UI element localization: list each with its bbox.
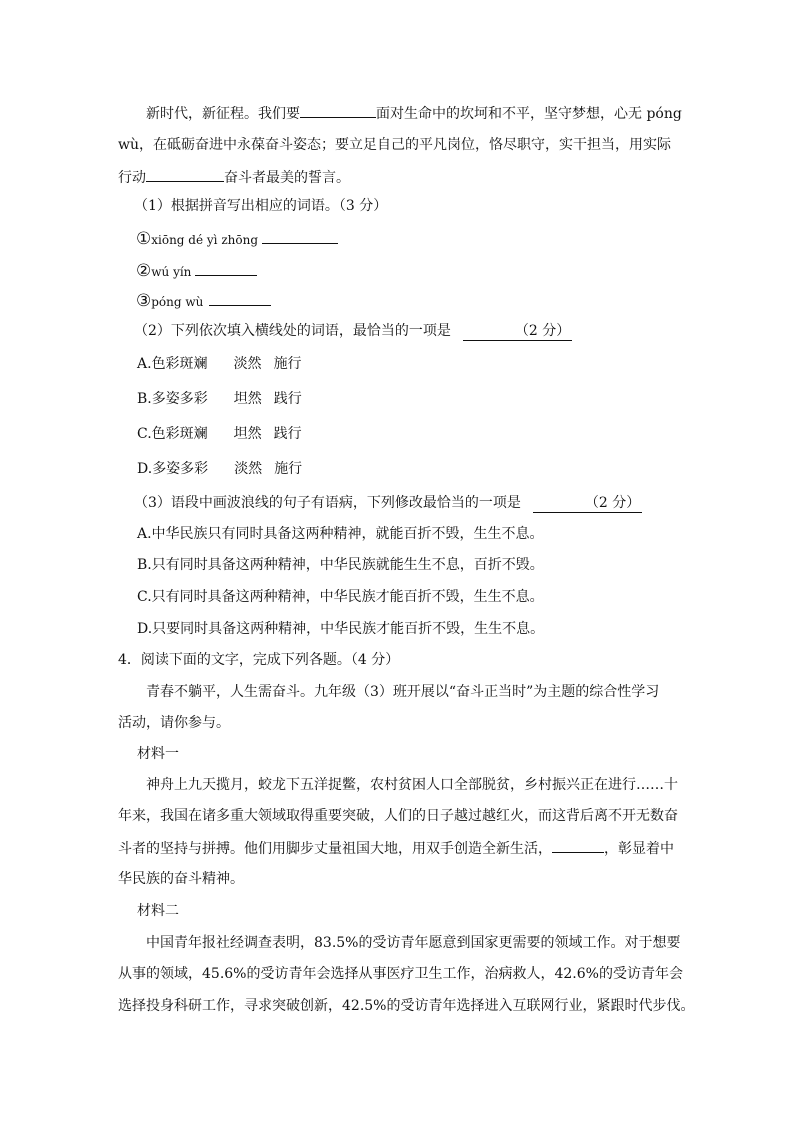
option-d: D.只要同时具备这两种精神，中华民族才能百折不毁，生生不息。	[137, 621, 545, 637]
answer-blank	[300, 103, 376, 118]
answer-blank-with-score: （2 分）	[533, 494, 642, 513]
material-1-line-2: 年来，我国在诸多重大领域取得重要突破，人们的日子越过越红火，而这背后离不开无数奋	[118, 808, 678, 824]
material-2-line-1: 中国青年报社经调查表明，83.5%的受访青年愿意到国家更需要的领域工作。对于想要	[146, 935, 681, 951]
passage-line-2: wù，在砥砺奋进中永葆奋斗姿态；要立足自己的平凡岗位，恪尽职守，实干担当，用实际	[118, 137, 671, 153]
answer-blank-with-score: （2 分）	[463, 322, 572, 341]
option-a: A.色彩斑斓 淡然 施行	[137, 356, 302, 372]
option-b: B.多姿多彩 坦然 践行	[137, 391, 302, 407]
material-1-line-1: 神舟上九天揽月，蛟龙下五洋捉鳖，农村贫困人口全部脱贫，乡村振兴正在进行……十	[146, 777, 678, 793]
material-1-line-3: 斗者的坚持与拼搏。他们用脚步丈量祖国大地，用双手创造全新生活， ，彰显着中	[118, 838, 674, 858]
material-2-line-3: 选择投身科研工作，寻求突破创新，42.5%的受访青年选择进入互联网行业，紧跟时代步伐。	[118, 998, 695, 1014]
passage-line-3: 行动 奋斗者最美的誓言。	[118, 167, 350, 187]
intro-line-1: 青春不躺平，人生需奋斗。九年级（3）班开展以“奋斗正当时”为主题的综合性学习	[146, 684, 660, 700]
option-a: A.中华民族只有同时具备这两种精神，就能百折不毁，生生不息。	[137, 526, 544, 542]
answer-blank	[262, 229, 338, 244]
option-b: B.只有同时具备这两种精神，中华民族就能生生不息，百折不毁。	[137, 557, 544, 573]
option-d: D.多姿多彩 淡然 施行	[137, 461, 303, 477]
material-1-line-4: 华民族的奋斗精神。	[118, 871, 244, 887]
option-c: C.色彩斑斓 坦然 践行	[137, 426, 302, 442]
answer-blank	[209, 291, 271, 306]
pinyin-item-2: ②wú yín	[136, 261, 257, 281]
question-2-prompt: （2）下列依次填入横线处的词语，最恰当的一项是 （2 分）	[134, 323, 571, 339]
material-2-label: 材料二	[137, 903, 179, 919]
question-4-title: 4．阅读下面的文字，完成下列各题。（4 分）	[118, 652, 400, 668]
answer-blank	[195, 261, 257, 276]
answer-blank	[146, 167, 224, 182]
answer-blank	[552, 838, 604, 853]
pinyin-item-3: ③póng wù	[136, 291, 271, 311]
option-c: C.只有同时具备这两种精神，中华民族才能百折不毁，生生不息。	[137, 589, 544, 605]
question-3-prompt: （3）语段中画波浪线的句子有语病，下列修改最恰当的一项是 （2 分）	[134, 495, 641, 511]
intro-line-2: 活动，请你参与。	[118, 715, 230, 731]
material-1-label: 材料一	[137, 746, 179, 762]
material-2-line-2: 从事的领域，45.6%的受访青年会选择从事医疗卫生工作，治病救人，42.6%的受访青年会	[118, 966, 683, 982]
passage-line-1: 新时代，新征程。我们要 面对生命中的坎坷和不平，坚守梦想，心无 póng	[146, 103, 682, 123]
pinyin-item-1: ①xiōng dé yì zhōng	[136, 229, 338, 249]
question-1-prompt: （1）根据拼音写出相应的词语。（3 分）	[134, 198, 388, 214]
